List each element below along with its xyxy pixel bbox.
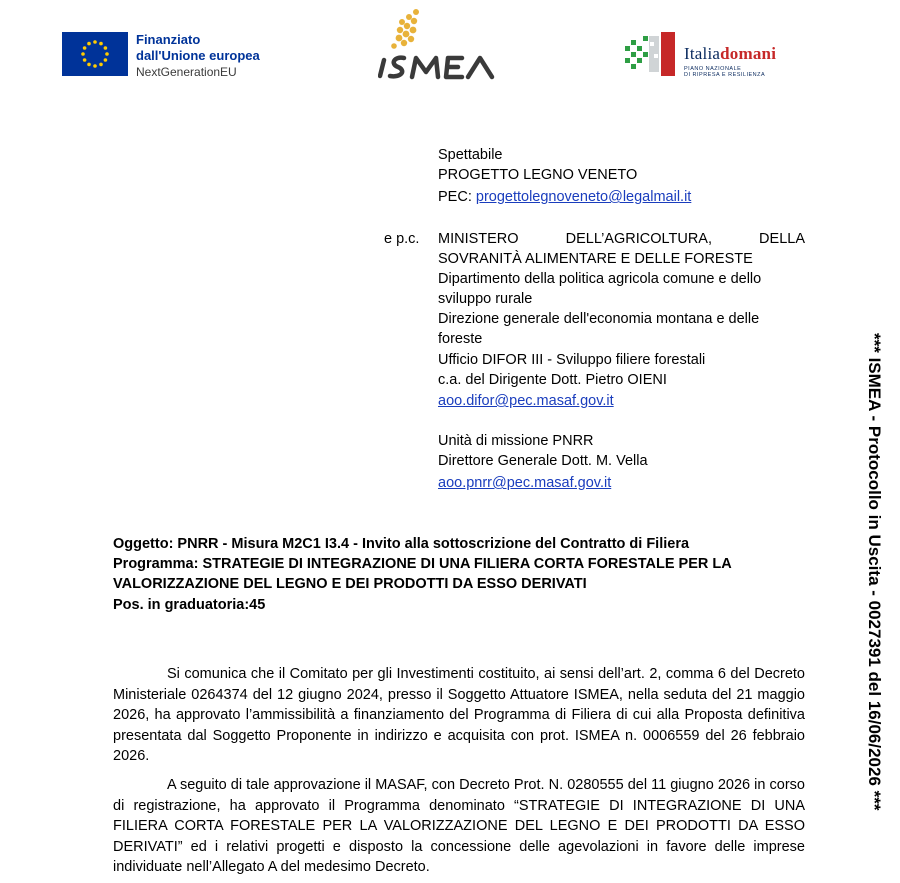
- domani-word: domani: [720, 44, 777, 63]
- pnrr-unit: Unità di missione PNRR: [438, 433, 594, 449]
- ministry-line2: SOVRANITÀ ALIMENTARE E DELLE FORESTE: [438, 251, 753, 267]
- eu-logo-line1: Finanziato: [136, 32, 201, 47]
- department-line1: Dipartimento della politica agricola comune e dello: [438, 271, 762, 287]
- protocol-stamp-text: *** ISMEA - Protocollo in Uscita - 0027391 del 16/06/2026 ***: [865, 333, 884, 811]
- ismea-logo: [378, 6, 502, 82]
- directorate-line1: Direzione generale dell'economia montana e delle: [438, 311, 760, 327]
- subject-line4: Pos. in graduatoria:45: [113, 597, 266, 613]
- ministry-word-2: DELL’AGRICOLTURA,: [565, 231, 712, 247]
- ismea-logo-icon: [378, 6, 502, 82]
- office-line: Ufficio DIFOR III - Sviluppo filiere forestali: [438, 352, 706, 368]
- italia-domani-flag-icon: [621, 30, 681, 78]
- pnrr-email: [438, 473, 611, 493]
- ministry-word-3: DELLA: [759, 231, 805, 247]
- italia-domani-subtitle: [684, 66, 765, 78]
- attention-line: c.a. del Dirigente Dott. Pietro OIENI: [438, 372, 667, 388]
- eu-logo-text: [136, 32, 260, 80]
- directorate-line2: foreste: [438, 331, 483, 347]
- ministry-word-1: MINISTERO: [438, 231, 519, 247]
- italia-domani-logo: [621, 30, 806, 78]
- eu-flag-icon: [62, 32, 128, 76]
- subject-line1: Oggetto: PNRR - Misura M2C1 I3.4 - Invito alla sottoscrizione del Contratto di Filiera: [113, 536, 690, 552]
- eu-logo-line2: dall'Unione europea: [136, 48, 260, 63]
- protocol-stamp: [864, 333, 884, 833]
- body-paragraph-2: A seguito di tale approvazione il MASAF, con Decreto Prot. N. 0280555 del 11 giugno 2026 in corso di registrazione, ha approvato il Programma denominato “STRATEGIE DI INTEGRAZIONE DI UNA FILIERA CORTA FORESTALE PER LA VALORIZZAZIONE DEL LEGNO E DEI PRODOTTI DA ESSO DERIVATI” ed i relativi progetti e disposto la concessione delle agevolazioni in favore delle imprese individuate nell’Allegato A del medesimo Decreto.: [113, 777, 805, 875]
- department-line2: sviluppo rurale: [438, 291, 533, 307]
- eu-logo-line3: NextGenerationEU: [136, 65, 237, 79]
- italia-domani-wordmark: [684, 44, 776, 64]
- addressee-pec: [438, 187, 691, 207]
- subject-line2: Programma: STRATEGIE DI INTEGRAZIONE DI UNA FILIERA CORTA FORESTALE PER LA: [113, 556, 732, 572]
- italia-sub-line2: DI RIPRESA E RESILIENZA: [684, 72, 766, 78]
- salutation: Spettabile: [438, 147, 503, 163]
- difor-email: [438, 391, 614, 411]
- difor-email-link[interactable]: aoo.difor@pec.masaf.gov.it: [438, 393, 614, 409]
- eu-funding-logo: [62, 32, 277, 79]
- pnrr-email-link[interactable]: aoo.pnrr@pec.masaf.gov.it: [438, 475, 612, 491]
- italia-sub-line1: PIANO NAZIONALE: [684, 66, 742, 72]
- ministry-line1: [438, 229, 805, 249]
- addressee-name: PROGETTO LEGNO VENETO: [438, 167, 638, 183]
- body-paragraph-1: Si comunica che il Comitato per gli Investimenti costituito, ai sensi dell’art. 2, comma 6 del Decreto Ministeriale 0264374 del 12 giugno 2024, presso il Soggetto Attuatore ISMEA, nella seduta del 21 maggio 2026, ha approvato l’ammissibilità a finanziamento del Programma di Filiera di cui alla Proposta definitiva presentata dal Soggetto Proponente in indirizzo e acquisita con prot. ISMEA n. 0006559 del 26 febbraio 2026.: [113, 666, 805, 764]
- cc-label: e p.c.: [384, 231, 420, 247]
- italia-word: Italia: [684, 44, 721, 63]
- subject-line3: VALORIZZAZIONE DEL LEGNO E DEI PRODOTTI DA ESSO DERIVATI: [113, 576, 587, 592]
- pec-label: PEC:: [438, 189, 476, 205]
- pec-email-link[interactable]: progettolegnoveneto@legalmail.it: [475, 189, 692, 205]
- pnrr-director: Direttore Generale Dott. M. Vella: [438, 453, 648, 469]
